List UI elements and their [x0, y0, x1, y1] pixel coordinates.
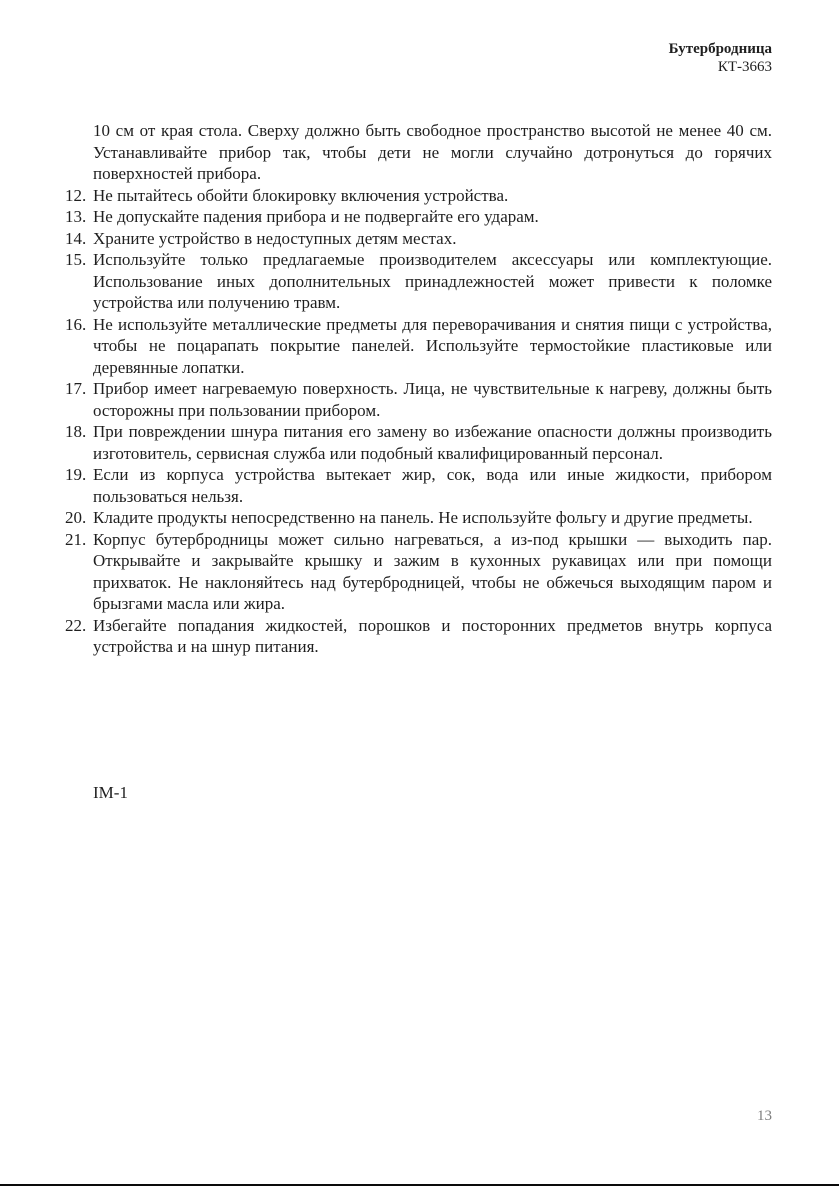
instruction-item [65, 185, 772, 207]
page-header [669, 40, 772, 76]
item-text: Корпус бутербродницы может сильно нагреваться, а из-под крышки — выходить пар. Открывайте и закрывайте крышку и зажим в кухонных рукавицах или при помощи прихваток. Не наклоняйтесь над бутербродницей, чтобы не обжечься выходящим паром и брызгами масла или жира. [93, 529, 772, 613]
item-number: 15. [65, 250, 87, 269]
instruction-item [65, 378, 772, 421]
item-number: 17. [65, 379, 87, 398]
instructions-content [65, 120, 772, 658]
item-text: Используйте только предлагаемые производителем аксессуары или комплектующие. Использование иных дополнительных принадлежностей может привести к поломке устройства или получению травм. [93, 250, 772, 312]
manual-code: IM-1 [93, 783, 128, 802]
item-text: Избегайте попадания жидкостей, порошков и посторонних предметов внутрь корпуса устройства и на шнур питания. [93, 615, 772, 656]
page-number: 13 [757, 1108, 772, 1124]
item-number: 13. [65, 207, 87, 226]
item-text: Храните устройство в недоступных детям местах. [93, 228, 457, 248]
instruction-item [65, 228, 772, 250]
item-number: 20. [65, 508, 87, 527]
instruction-list [65, 185, 772, 658]
instruction-item [65, 314, 772, 379]
item-number: 21. [65, 529, 87, 549]
instruction-item [65, 249, 772, 314]
header-model-number: КТ-3663 [717, 59, 772, 75]
item-number: 14. [65, 228, 87, 248]
item-text: При повреждении шнура питания его замену во избежание опасности должны производить изготовитель, сервисная служба или подобный квалифицированный персонал. [93, 422, 772, 463]
item-number: 22. [65, 615, 87, 635]
instruction-item [65, 206, 772, 228]
item-text: Прибор имеет нагреваемую поверхность. Лица, не чувствительные к нагреву, должны быть осторожны при пользовании прибором. [93, 379, 772, 420]
item-text: Если из корпуса устройства вытекает жир, сок, вода или иные жидкости, прибором пользоваться нельзя. [93, 465, 772, 506]
item-text: Не допускайте падения прибора и не подвергайте его ударам. [93, 207, 539, 226]
instruction-item [65, 615, 772, 658]
instruction-item [65, 529, 772, 615]
instruction-item [65, 464, 772, 507]
item-text: Не используйте металлические предметы для переворачивания и снятия пищи с устройства, чтобы не поцарапать покрытие панелей. Используйте термостойкие пластиковые или деревянные лопатки. [93, 314, 772, 377]
item-number: 12. [65, 185, 87, 205]
item-number: 16. [65, 314, 87, 334]
item-text: Кладите продукты непосредственно на панель. Не используйте фольгу и другие предметы. [93, 508, 753, 527]
instruction-item [65, 507, 772, 529]
item-number: 18. [65, 422, 87, 441]
continuation-paragraph: 10 см от края стола. Сверху должно быть свободное пространство высотой не менее 40 см. Устанавливайте прибор так, чтобы дети не могли случайно дотронуться до горячих поверхностей прибора. [93, 121, 772, 183]
item-text: Не пытайтесь обойти блокировку включения устройства. [93, 185, 509, 205]
instruction-item [65, 421, 772, 464]
header-product-name: Бутербродница [668, 41, 772, 57]
item-number: 19. [65, 465, 87, 484]
